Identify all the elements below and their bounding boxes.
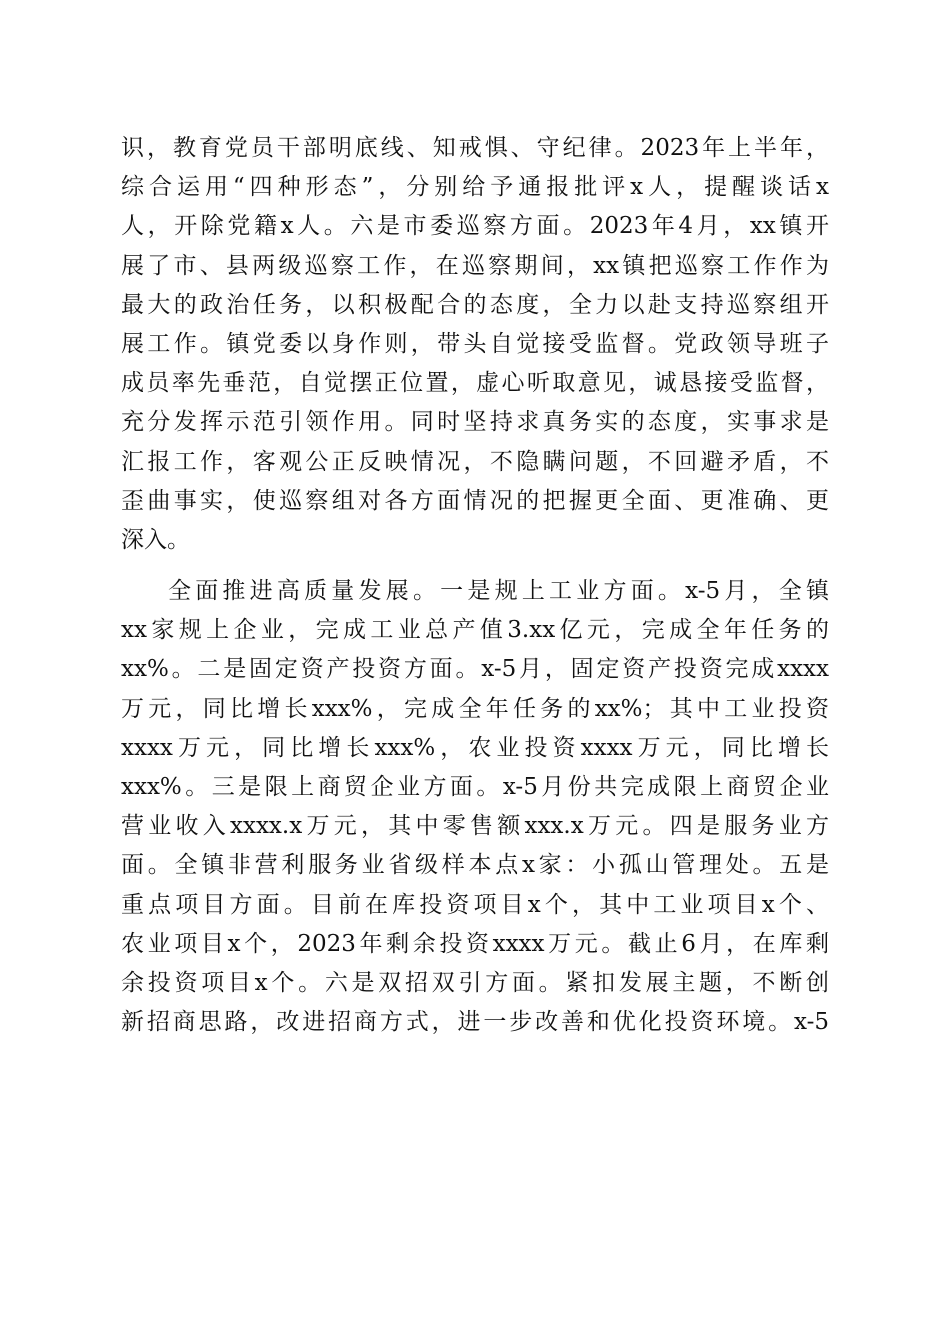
text-line: xx家规上企业，完成工业总产值3.xx亿元，完成全年任务的	[121, 617, 829, 644]
text-line: 重点项目方面。目前在库投资项目x个，其中工业项目x个、	[121, 891, 829, 918]
text-line: 农业项目x个，2023年剩余投资xxxx万元。截止6月，在库剩	[121, 930, 829, 957]
paragraph-supervision	[121, 129, 829, 560]
paragraph-development	[121, 572, 829, 1042]
text-line: 展工作。镇党委以身作则，带头自觉接受监督。党政领导班子	[121, 330, 829, 357]
text-line: 营业收入xxxx.x万元，其中零售额xxx.x万元。四是服务业方	[121, 813, 829, 840]
paragraph-spacer	[121, 560, 829, 572]
text-line: 最大的政治任务，以积极配合的态度，全力以赴支持巡察组开	[121, 291, 829, 318]
text-line: 成员率先垂范，自觉摆正位置，虚心听取意见，诚恳接受监督，	[121, 370, 829, 397]
text-line: xxxx万元，同比增长xxx%，农业投资xxxx万元，同比增长	[121, 734, 829, 761]
text-line: 新招商思路，改进招商方式，进一步改善和优化投资环境。x-5	[121, 1009, 829, 1036]
text-line: 面。全镇非营利服务业省级样本点x家：小孤山管理处。五是	[121, 852, 829, 879]
text-line: xxx%。三是限上商贸企业方面。x-5月份共完成限上商贸企业	[121, 774, 829, 800]
text-line: 万元，同比增长xxx%，完成全年任务的xx%；其中工业投资	[121, 695, 829, 722]
text-line: 充分发挥示范引领作用。同时坚持求真务实的态度，实事求是	[121, 409, 829, 436]
text-line: xx%。二是固定资产投资方面。x-5月，固定资产投资完成xxxx	[121, 656, 829, 683]
text-line: 识，教育党员干部明底线、知戒惧、守纪律。2023年上半年，	[121, 135, 829, 161]
text-line: 深入。	[121, 526, 190, 553]
text-line: 展了市、县两级巡察工作，在巡察期间，xx镇把巡察工作作为	[121, 252, 829, 279]
text-line: 汇报工作，客观公正反映情况，不隐瞒问题，不回避矛盾，不	[121, 448, 829, 475]
text-line: 人，开除党籍x人。六是市委巡察方面。2023年4月，xx镇开	[121, 213, 829, 240]
text-line: 综合运用“四种形态”，分别给予通报批评x人，提醒谈话x	[121, 174, 829, 201]
text-line: 歪曲事实，使巡察组对各方面情况的把握更全面、更准确、更	[121, 487, 829, 514]
text-line: 全面推进高质量发展。一是规上工业方面。x-5月，全镇	[168, 578, 829, 605]
document-body	[121, 129, 829, 1042]
text-line: 余投资项目x个。六是双招双引方面。紧扣发展主题，不断创	[121, 969, 829, 996]
